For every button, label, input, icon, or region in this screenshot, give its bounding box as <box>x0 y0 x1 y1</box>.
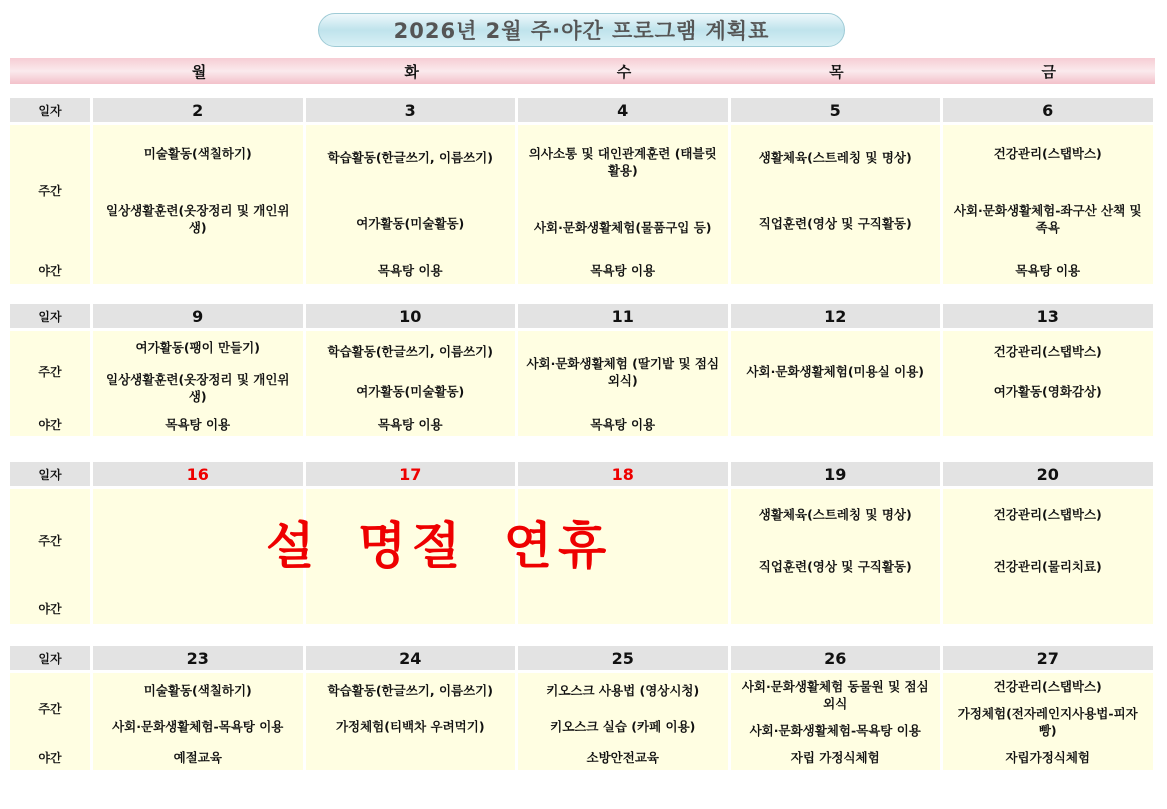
night-label: 야간 <box>38 263 62 278</box>
day-program-item: 생활체육(스트레칭 및 명상) <box>758 150 912 166</box>
night-program <box>306 592 516 624</box>
day-programs <box>518 673 728 744</box>
night-program: 예절교육 <box>173 749 222 765</box>
date-cell: 24 <box>306 646 519 673</box>
night-program <box>943 592 1153 624</box>
date-label: 일자 <box>10 304 93 331</box>
day-program-item: 여가활동(미술활동) <box>356 384 465 400</box>
day-programs <box>93 331 303 412</box>
date-cell: 17 <box>306 462 519 489</box>
night-label: 야간 <box>38 601 62 616</box>
holiday-banner: 설 명절 연휴 <box>266 517 613 575</box>
program-cell <box>518 331 731 439</box>
night-program <box>306 744 516 770</box>
program-cell <box>93 125 306 287</box>
day-programs <box>943 673 1153 744</box>
date-cell: 3 <box>306 98 519 125</box>
day-programs <box>731 489 941 592</box>
day-program-item: 사회·문화생활체험(물품구입 등) <box>533 220 712 235</box>
day-program-item: 가정체험(전자레인지사용법-피자빵) <box>957 706 1138 738</box>
day-program-item: 의사소통 및 대인관계훈련 (태블릿 활용) <box>528 146 717 178</box>
day-program-item: 직업훈련(영상 및 구직활동) <box>758 215 912 231</box>
date-cell: 19 <box>731 462 944 489</box>
day-label: 주간 <box>38 534 62 548</box>
weekday-fri: 금 <box>1041 62 1057 81</box>
day-label: 주간 <box>38 184 62 198</box>
night-program <box>731 256 941 284</box>
day-program-item: 생활체육(스트레칭 및 명상) <box>758 507 912 523</box>
date-cell: 23 <box>93 646 306 673</box>
night-program: 목욕탕 이용 <box>590 416 656 432</box>
day-program-item: 미술활동(색칠하기) <box>143 683 252 699</box>
program-cell <box>731 125 944 287</box>
weekday-header <box>10 58 1155 84</box>
day-label: 주간 <box>38 365 62 379</box>
program-cell <box>943 125 1156 287</box>
weekday-mon: 월 <box>191 62 207 81</box>
date-cell: 16 <box>93 462 306 489</box>
day-program-item: 사회·문화생활체험-목욕탕 이용 <box>749 723 921 738</box>
day-program-item: 키오스크 사용법 (영상시청) <box>546 683 700 699</box>
day-program-item: 가정체험(티백차 우려먹기) <box>335 718 485 734</box>
night-program: 자립가정식체험 <box>1005 749 1091 765</box>
day-programs <box>731 125 941 256</box>
date-cell: 6 <box>943 98 1156 125</box>
date-cell: 18 <box>518 462 731 489</box>
program-cell <box>518 125 731 287</box>
day-program-item: 사회·문화생활체험 동물원 및 점심외식 <box>741 679 929 711</box>
day-programs <box>943 331 1153 412</box>
date-cell: 5 <box>731 98 944 125</box>
week-block <box>10 304 1157 439</box>
night-program <box>93 592 303 624</box>
night-program <box>943 412 1153 436</box>
day-program-item: 학습활동(한글쓰기, 이름쓰기) <box>327 150 493 166</box>
weekday-wed: 수 <box>616 62 632 81</box>
row-labels <box>10 673 93 773</box>
date-cell: 13 <box>943 304 1156 331</box>
date-cell: 12 <box>731 304 944 331</box>
program-cell <box>731 331 944 439</box>
day-programs <box>93 125 303 256</box>
day-label: 주간 <box>38 702 62 716</box>
day-programs <box>943 489 1153 592</box>
night-program: 목욕탕 이용 <box>1015 262 1081 278</box>
week-block <box>10 98 1157 287</box>
date-cell: 2 <box>93 98 306 125</box>
program-cell <box>306 331 519 439</box>
day-program-item: 사회·문화생활체험(미용실 이용) <box>746 364 924 379</box>
day-programs <box>518 125 728 256</box>
night-program: 목욕탕 이용 <box>590 262 656 278</box>
row-labels <box>10 125 93 287</box>
day-program-item: 직업훈련(영상 및 구직활동) <box>758 558 912 574</box>
week-block <box>10 646 1157 773</box>
day-program-item: 미술활동(색칠하기) <box>143 146 252 161</box>
program-cell <box>943 331 1156 439</box>
day-programs <box>518 331 728 412</box>
program-cell <box>731 489 944 627</box>
date-cell: 4 <box>518 98 731 125</box>
day-program-item: 건강관리(물리치료) <box>993 558 1102 574</box>
date-cell: 20 <box>943 462 1156 489</box>
night-label: 야간 <box>38 750 62 765</box>
program-cell <box>731 673 944 773</box>
day-programs <box>731 331 941 412</box>
program-cell <box>943 489 1156 627</box>
day-programs <box>93 673 303 744</box>
date-cell: 11 <box>518 304 731 331</box>
day-program-item: 학습활동(한글쓰기, 이름쓰기) <box>327 343 493 359</box>
date-cell: 27 <box>943 646 1156 673</box>
program-cell <box>518 673 731 773</box>
date-label: 일자 <box>10 646 93 673</box>
day-program-item: 여가활동(팽이 만들기) <box>135 339 260 355</box>
night-program: 목욕탕 이용 <box>377 262 443 278</box>
night-program: 소방안전교육 <box>586 749 659 765</box>
day-program-item: 여가활동(미술활동) <box>356 215 465 231</box>
weekday-tue: 화 <box>404 62 419 81</box>
night-program <box>731 412 941 436</box>
day-programs <box>731 673 941 744</box>
day-programs <box>306 331 516 412</box>
date-label: 일자 <box>10 462 93 489</box>
day-program-item: 키오스크 실습 (카페 이용) <box>550 718 696 734</box>
night-program: 목욕탕 이용 <box>165 416 231 432</box>
night-program: 자립 가정식체험 <box>790 749 880 765</box>
day-program-item: 사회·문화생활체험-좌구산 산책 및 족욕 <box>953 203 1142 235</box>
date-cell: 25 <box>518 646 731 673</box>
day-programs <box>306 125 516 256</box>
date-cell: 9 <box>93 304 306 331</box>
program-cell <box>93 331 306 439</box>
date-cell: 26 <box>731 646 944 673</box>
page-title: 2026년 2월 주·야간 프로그램 계획표 <box>318 13 845 47</box>
night-program <box>518 592 728 624</box>
night-program <box>731 592 941 624</box>
day-program-item: 건강관리(스탭박스) <box>993 146 1102 161</box>
day-program-item: 여가활동(영화감상) <box>993 384 1102 400</box>
program-cell <box>93 673 306 773</box>
weekday-thu: 목 <box>829 62 844 81</box>
program-cell <box>306 125 519 287</box>
day-programs <box>306 673 516 744</box>
day-program-item: 건강관리(스탭박스) <box>993 507 1102 523</box>
day-program-item: 건강관리(스탭박스) <box>993 343 1102 359</box>
date-label: 일자 <box>10 98 93 125</box>
day-program-item: 학습활동(한글쓰기, 이름쓰기) <box>327 683 493 699</box>
day-program-item: 사회·문화생활체험-목욕탕 이용 <box>112 718 284 734</box>
night-label: 야간 <box>38 417 62 432</box>
program-cell <box>306 673 519 773</box>
program-cell <box>943 673 1156 773</box>
night-program <box>93 256 303 284</box>
day-program-item: 사회·문화생활체험 (딸기밭 및 점심외식) <box>526 355 720 388</box>
day-program-item: 일상생활훈련(옷장정리 및 개인위생) <box>106 371 290 404</box>
day-program-item: 건강관리(스탭박스) <box>993 679 1102 694</box>
night-program: 목욕탕 이용 <box>377 416 443 432</box>
row-labels <box>10 489 93 627</box>
row-labels <box>10 331 93 439</box>
day-programs <box>943 125 1153 256</box>
date-cell: 10 <box>306 304 519 331</box>
day-program-item: 일상생활훈련(옷장정리 및 개인위생) <box>106 203 290 235</box>
